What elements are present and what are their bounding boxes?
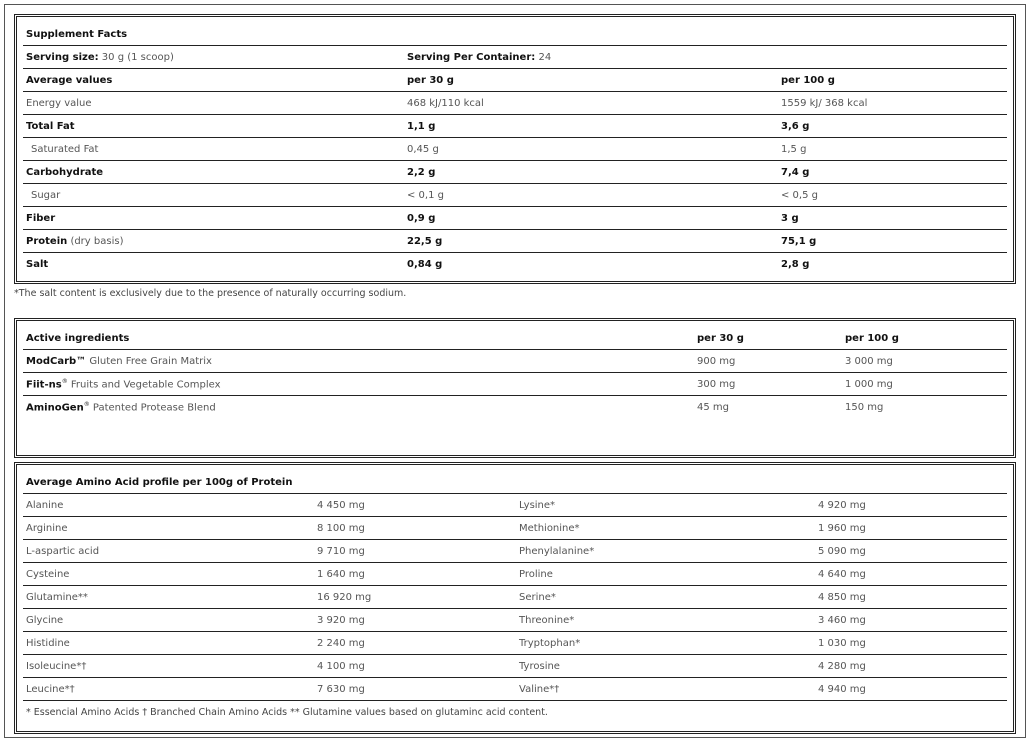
amino-footnote-row xyxy=(23,701,1007,724)
nutrient-value-c2: 2,8 g xyxy=(781,258,810,270)
facts-header-name: Average values xyxy=(23,69,404,92)
facts-row xyxy=(23,184,1007,207)
serving-size: Serving size: 30 g (1 scoop) xyxy=(23,46,404,69)
amino-value: 5 090 mg xyxy=(815,540,1007,563)
servings-per-container: Serving Per Container: 24 xyxy=(404,46,1007,69)
nutrient-value-c1: 0,45 g xyxy=(404,138,778,161)
amino-value: 3 460 mg xyxy=(815,609,1007,632)
ingredient-value-c1: 45 mg xyxy=(697,401,729,413)
nutrient-value-c1: 0,84 g xyxy=(407,258,443,270)
ingredient-name: ModCarb™ Gluten Free Grain Matrix xyxy=(23,350,694,373)
facts-row xyxy=(23,92,1007,115)
amino-name: Serine* xyxy=(516,586,815,609)
nutrient-value-c1: 468 kJ/110 kcal xyxy=(404,92,778,115)
amino-value: 8 100 mg xyxy=(314,517,516,540)
amino-name: Glutamine** xyxy=(23,586,314,609)
active-ingredients-panel xyxy=(14,318,1016,458)
amino-value: 4 640 mg xyxy=(815,563,1007,586)
amino-name: Cysteine xyxy=(23,563,314,586)
supplement-facts-panel xyxy=(14,14,1016,284)
nutrient-name: Carbohydrate xyxy=(23,161,404,184)
amino-value: 1 960 mg xyxy=(815,517,1007,540)
amino-footnote: * Essencial Amino Acids † Branched Chain Amino Acids ** Glutamine values based on glutaminc acid content. xyxy=(26,706,548,718)
serving-row xyxy=(23,46,1007,69)
amino-row xyxy=(23,494,1007,517)
active-header-name: Active ingredients xyxy=(23,327,694,350)
facts-row xyxy=(23,207,1007,230)
amino-value: 4 450 mg xyxy=(314,494,516,517)
amino-value: 7 630 mg xyxy=(314,678,516,701)
amino-value: 9 710 mg xyxy=(314,540,516,563)
ingredient-value-c1: 300 mg xyxy=(694,373,842,396)
supplement-facts-table xyxy=(23,23,1007,275)
facts-header-c1: per 30 g xyxy=(404,69,778,92)
nutrient-value-c2: 7,4 g xyxy=(778,161,1007,184)
amino-value: 3 920 mg xyxy=(314,609,516,632)
amino-acid-panel xyxy=(14,462,1016,734)
active-header-c2: per 100 g xyxy=(842,327,1007,350)
facts-row xyxy=(23,161,1007,184)
amino-name: Methionine* xyxy=(516,517,815,540)
amino-title-row xyxy=(23,471,1007,494)
amino-name: L-aspartic acid xyxy=(23,540,314,563)
nutrient-value-c1: 0,9 g xyxy=(404,207,778,230)
nutrient-value-c2: 1,5 g xyxy=(778,138,1007,161)
amino-name: Proline xyxy=(516,563,815,586)
nutrient-name: Total Fat xyxy=(23,115,404,138)
amino-acid-table xyxy=(23,471,1007,723)
amino-name: Isoleucine*† xyxy=(23,655,314,678)
active-header-c1: per 30 g xyxy=(694,327,842,350)
amino-name: Phenylalanine* xyxy=(516,540,815,563)
ingredient-value-c2: 3 000 mg xyxy=(842,350,1007,373)
amino-row xyxy=(23,586,1007,609)
facts-header-c2: per 100 g xyxy=(778,69,1007,92)
ingredient-value-c2: 150 mg xyxy=(845,401,884,413)
nutrient-name: Fiber xyxy=(23,207,404,230)
amino-value: 4 940 mg xyxy=(815,678,1007,701)
amino-row xyxy=(23,655,1007,678)
amino-value: 4 280 mg xyxy=(815,655,1007,678)
facts-header-row xyxy=(23,69,1007,92)
nutrient-value-c2: 1559 kJ/ 368 kcal xyxy=(778,92,1007,115)
nutrient-name: Saturated Fat xyxy=(23,138,404,161)
nutrient-value-c2: 75,1 g xyxy=(778,230,1007,253)
amino-name: Tyrosine xyxy=(516,655,815,678)
amino-name: Leucine*† xyxy=(23,678,314,701)
active-row xyxy=(23,350,1007,373)
ingredient-value-c1: 900 mg xyxy=(694,350,842,373)
amino-name: Lysine* xyxy=(516,494,815,517)
amino-row xyxy=(23,609,1007,632)
nutrient-name: Salt xyxy=(26,258,49,270)
ingredient-name: Fiit-ns® Fruits and Vegetable Complex xyxy=(23,373,694,396)
nutrient-value-c2: 3,6 g xyxy=(778,115,1007,138)
amino-name: Arginine xyxy=(23,517,314,540)
facts-row xyxy=(23,230,1007,253)
nutrient-value-c1: 22,5 g xyxy=(404,230,778,253)
amino-value: 16 920 mg xyxy=(314,586,516,609)
amino-name: Glycine xyxy=(23,609,314,632)
nutrient-value-c1: < 0,1 g xyxy=(404,184,778,207)
facts-title: Supplement Facts xyxy=(23,23,1007,46)
active-header-row xyxy=(23,327,1007,350)
ingredient-value-c2: 1 000 mg xyxy=(842,373,1007,396)
facts-row xyxy=(23,115,1007,138)
nutrient-value-c1: 2,2 g xyxy=(404,161,778,184)
active-row xyxy=(23,396,1007,419)
amino-name: Histidine xyxy=(23,632,314,655)
amino-value: 2 240 mg xyxy=(314,632,516,655)
amino-value: 4 850 mg xyxy=(815,586,1007,609)
amino-value: 1 030 mg xyxy=(815,632,1007,655)
amino-row xyxy=(23,540,1007,563)
nutrient-name: Sugar xyxy=(23,184,404,207)
active-ingredients-table xyxy=(23,327,1007,418)
facts-row xyxy=(23,138,1007,161)
amino-value: 4 100 mg xyxy=(314,655,516,678)
ingredient-name: AminoGen® Patented Protease Blend xyxy=(26,400,216,414)
amino-row xyxy=(23,632,1007,655)
facts-row xyxy=(23,253,1007,276)
amino-row xyxy=(23,678,1007,701)
nutrient-value-c2: 3 g xyxy=(778,207,1007,230)
amino-name: Valine*† xyxy=(516,678,815,701)
amino-title: Average Amino Acid profile per 100g of Protein xyxy=(23,471,1007,494)
active-row xyxy=(23,373,1007,396)
amino-row xyxy=(23,563,1007,586)
amino-value: 1 640 mg xyxy=(314,563,516,586)
salt-note: *The salt content is exclusively due to the presence of naturally occurring sodium. xyxy=(14,288,407,299)
nutrient-value-c1: 1,1 g xyxy=(404,115,778,138)
nutrient-name: Protein (dry basis) xyxy=(23,230,404,253)
nutrient-value-c2: < 0,5 g xyxy=(778,184,1007,207)
amino-name: Tryptophan* xyxy=(516,632,815,655)
amino-name: Threonine* xyxy=(516,609,815,632)
facts-title-row xyxy=(23,23,1007,46)
nutrient-name: Energy value xyxy=(23,92,404,115)
amino-value: 4 920 mg xyxy=(815,494,1007,517)
amino-name: Alanine xyxy=(23,494,314,517)
amino-row xyxy=(23,517,1007,540)
